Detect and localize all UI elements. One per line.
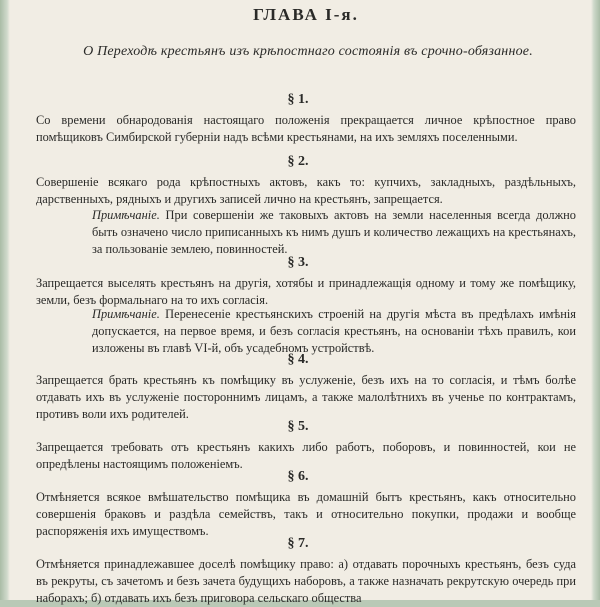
- note-label: Примѣчаніе.: [92, 307, 160, 321]
- section-number: § 7.: [287, 536, 309, 551]
- section-note: [92, 306, 576, 357]
- section-text: Отмѣняется принадлежавшее доселѣ помѣщику право: а) отдавать порочныхъ крестьянъ, безъ суда въ рекруты, съ зачетомъ и безъ зачета будущихъ наборовъ, а также назначать рекрутскую очередь при наборахъ; б) отдавать ихъ безъ приговора сельскаго общества: [36, 557, 576, 605]
- section-note: [92, 207, 576, 258]
- section-text: Запрещается требовать отъ крестьянъ какихъ либо работъ, поборовъ, и повинностей, кои не опредѣлены настоящимъ положеніемъ.: [36, 440, 576, 471]
- section-text: Запрещается выселять крестьянъ на другія, хотябы и принадлежащія одному и тому же помѣщику, земли, безъ формальнаго на то ихъ согласія.: [36, 276, 576, 307]
- section-number: § 2.: [287, 154, 309, 169]
- page-edge-left: [0, 0, 10, 600]
- section-number: § 5.: [287, 419, 309, 434]
- note-label: Примѣчаніе.: [92, 208, 160, 222]
- page-edge-right: [591, 0, 600, 600]
- section-text: Совершеніе всякаго рода крѣпостныхъ актовъ, какъ то: купчихъ, закладныхъ, раздѣльныхъ, дарственныхъ, рядныхъ и другихъ записей лично на крестьянъ, запрещается.: [36, 175, 576, 206]
- section-text: Со времени обнародованія настоящаго положенія прекращается личное крѣпостное право помѣщиковъ Симбирской губерніи надъ всѣми крестьянами, на ихъ земляхъ поселенными.: [36, 113, 576, 144]
- section-number: § 4.: [287, 352, 309, 367]
- section-number: § 6.: [287, 469, 309, 484]
- chapter-title: ГЛАВА I-я.: [253, 5, 359, 24]
- section-text: Запрещается брать крестьянъ къ помѣщику въ услуженіе, безъ ихъ на то согласія, и тѣмъ болѣе отдавать ихъ въ услуженіе постороннимъ лицамъ, а также малолѣтнихъ въ ученье по контрактамъ, противъ воли ихъ родителей.: [36, 373, 576, 421]
- section-text: Отмѣняется всякое вмѣшательство помѣщика въ домашній бытъ крестьянъ, какъ относительно совершенія браковъ и раздѣла семействъ, такъ и относительно покупки, продажи и вообще распоряженія ихъ имуществомъ.: [36, 490, 576, 538]
- note-text: Перенесеніе крестьянскихъ строеній на другія мѣста въ предѣлахъ имѣнія допускается, на первое время, и безъ согласія крестьянъ, на основаніи тѣхъ правилъ, кои изложены въ главѣ VI-й, объ усадебномъ устройствѣ.: [92, 307, 576, 355]
- chapter-subtitle: О Переходѣ крестьянъ изъ крѣпостнаго состоянія въ срочно-обязанное.: [83, 44, 533, 59]
- section-number: § 3.: [287, 255, 309, 270]
- note-text: При совершеніи же таковыхъ актовъ на земли населенныя всегда должно быть означено число приписанныхъ къ нимъ душъ и количество лежащихъ на крестьянахъ, за пользованіе землею, повинностей.: [92, 208, 576, 256]
- section-number: § 1.: [287, 92, 309, 107]
